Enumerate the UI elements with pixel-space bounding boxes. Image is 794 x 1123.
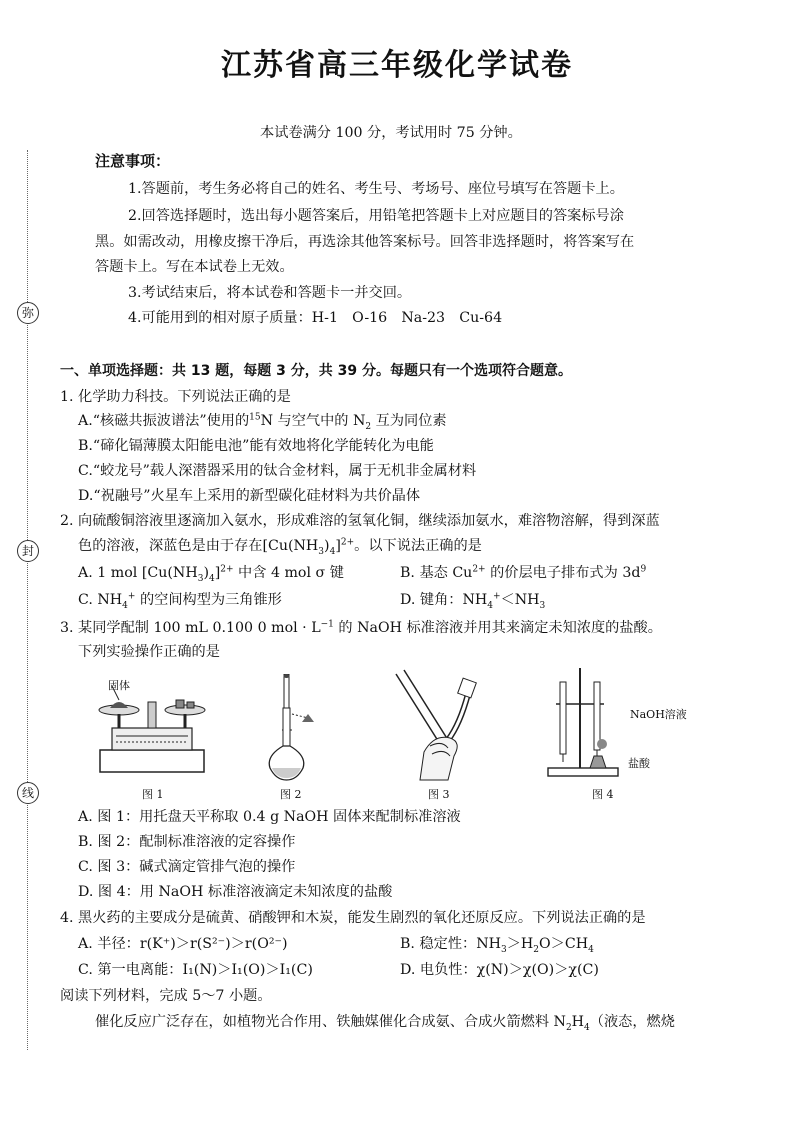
- q3-stem-line1: 3. 某同学配制 100 mL 0.100 0 mol · $L^{-1}$ 的 NaOH 标准溶液并用其来滴定未知浓度的盐酸。: [60, 619, 662, 636]
- q1-stem: 1. 化学助力科技。下列说法正确的是: [60, 389, 291, 405]
- reading-material: 催化反应广泛存在，如植物光合作用、铁触媒催化合成氨、合成火箭燃料 $N_2H_4$（液态，燃烧: [95, 1014, 675, 1033]
- q1-option-a: A.“核磁共振波谱法”使用的$^{15}$N 与空气中的 $N_2$ 互为同位素: [78, 412, 447, 432]
- seal-mark-feng: 封: [17, 540, 39, 562]
- notice-item: 3.考试结束后，将本试卷和答题卡一并交回。: [128, 285, 412, 301]
- figure-caption: 图 4: [592, 788, 614, 801]
- label-naoh-solution: NaOH溶液: [630, 708, 687, 721]
- figure-caption: 图 2: [280, 788, 302, 801]
- q1-option-c: C.“蛟龙号”载人深潜器采用的钛合金材料，属于无机非金属材料: [78, 463, 477, 479]
- titration-stand-figure: [546, 664, 636, 784]
- q2-option-b: B. 基态 $Cu^{2+}$ 的价层电子排布式为 $3d^9$: [400, 564, 647, 581]
- q1-option-d: D.“祝融号”火星车上采用的新型碳化硅材料为共价晶体: [78, 488, 421, 504]
- q2-option-d: D. 键角：$NH_4^+<NH_3$: [400, 591, 546, 611]
- q3-stem-line2: 下列实验操作正确的是: [78, 644, 220, 660]
- notice-item: 4.可能用到的相对原子质量：H-1 O-16 Na-23 Cu-64: [128, 310, 503, 326]
- exam-info: 本试卷满分 100 分，考试用时 75 分钟。: [260, 125, 522, 141]
- notice-item: 2.回答选择题时，选出每小题答案后，用铅笔把答题卡上对应题目的答案标号涂: [128, 208, 624, 224]
- q3-option-d: D. 图 4：用 NaOH 标准溶液滴定未知浓度的盐酸: [78, 884, 393, 900]
- q2-option-c: C. $NH_4^+$ 的空间构型为三角锥形: [78, 591, 282, 611]
- q4-stem: 4. 黑火药的主要成分是硫黄、硝酸钾和木炭，能发生剧烈的氧化还原反应。下列说法正确的是: [60, 910, 646, 926]
- q4-option-c: C. 第一电离能：I₁(N)＞I₁(O)＞I₁(C): [78, 962, 313, 978]
- seal-mark-xian: 线: [17, 782, 39, 804]
- notice-item: 黑。如需改动，用橡皮擦干净后，再选涂其他答案标号。回答非选择题时，将答案写在: [95, 234, 635, 250]
- q3-option-b: B. 图 2：配制标准溶液的定容操作: [78, 834, 296, 850]
- q2-stem-line1: 2. 向硫酸铜溶液里逐滴加入氨水，形成难溶的氢氧化铜，继续添加氨水，难溶物溶解，得到深蓝: [60, 513, 660, 529]
- page-title: 江苏省高三年级化学试卷: [221, 48, 573, 83]
- q1-option-b: B.“碲化镉薄膜太阳能电池”能有效地将化学能转化为电能: [78, 438, 434, 454]
- figure-caption: 图 1: [142, 788, 164, 801]
- burette-hand-figure: [390, 664, 486, 782]
- notice-item: 答题卡上。写在本试卷上无效。: [95, 259, 294, 275]
- reading-instruction: 阅读下列材料，完成 5～7 小题。: [60, 988, 272, 1004]
- q3-option-c: C. 图 3：碱式滴定管排气泡的操作: [78, 859, 296, 875]
- label-hydrochloric-acid: 盐酸: [628, 757, 650, 770]
- q2-stem-line2: 色的溶液，深蓝色是由于存在$[Cu(NH_3)_4]^{2+}$。以下说法正确的是: [78, 537, 482, 557]
- section-heading: 一、单项选择题：共 13 题，每题 3 分，共 39 分。每题只有一个选项符合题意。: [60, 363, 572, 379]
- label-solid: 固体: [108, 679, 130, 692]
- seal-mark-mi: 弥: [17, 302, 39, 324]
- notice-item: 1.答题前，考生务必将自己的姓名、考生号、考场号、座位号填写在答题卡上。: [128, 181, 624, 197]
- binding-line: [27, 150, 28, 1050]
- q3-option-a: A. 图 1：用托盘天平称取 0.4 g NaOH 固体来配制标准溶液: [78, 809, 461, 825]
- q4-option-b: B. 稳定性：$NH_3>H_2O>CH_4$: [400, 936, 594, 955]
- q4-option-d: D. 电负性：χ(N)＞χ(O)＞χ(C): [400, 962, 599, 978]
- q2-option-a: A. 1 mol $[Cu(NH_3)_4]^{2+}$ 中含 4 mol σ 键: [78, 564, 344, 584]
- figure-caption: 图 3: [428, 788, 450, 801]
- q4-option-a: A. 半径：r(K⁺)＞r(S²⁻)＞r(O²⁻): [78, 936, 288, 952]
- volumetric-flask-figure: [262, 674, 332, 784]
- notice-heading: 注意事项：: [95, 152, 171, 170]
